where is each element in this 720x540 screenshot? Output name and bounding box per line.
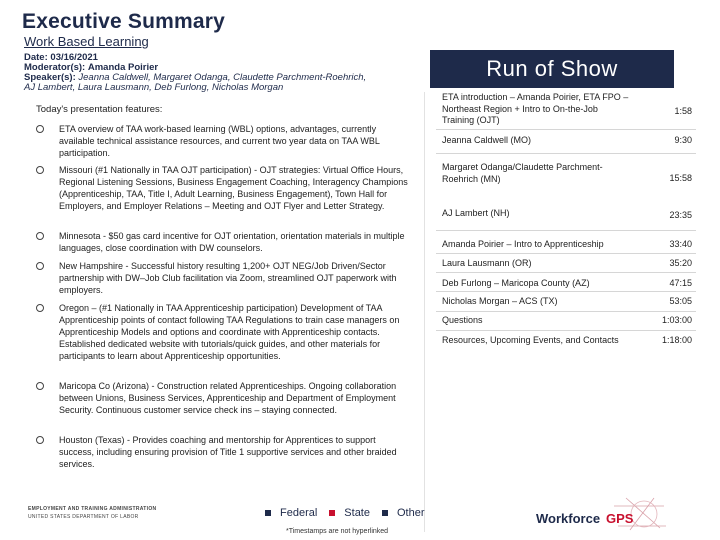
page-title: Executive Summary — [22, 10, 226, 33]
bullet-circle-icon — [36, 232, 44, 240]
legend-swatch-icon — [382, 510, 388, 516]
list-item — [36, 434, 412, 470]
feature-text: Houston (Texas) - Provides coaching and mentorship for Apprentices to support success, including ensuring provision of Title 1 supportive services and other braided services. — [59, 435, 397, 469]
row-time: 1:58 — [674, 106, 692, 116]
moderator-value: Amanda Poirier — [87, 62, 159, 73]
list-item — [36, 164, 412, 212]
legend-item-other — [382, 507, 425, 519]
row-label: Amanda Poirier – Intro to Apprenticeship — [442, 239, 604, 249]
row-time: 35:20 — [669, 258, 692, 268]
row-divider — [436, 311, 696, 312]
row-label: ETA introduction – Amanda Poirier, ETA FPO – Northeast Region + Intro to On-the-Job Training (OJT) — [442, 92, 629, 125]
row-time: 1:03:00 — [661, 315, 692, 325]
row-divider — [436, 291, 696, 292]
legend-label: State — [344, 507, 370, 519]
list-item — [36, 380, 412, 416]
speakers-line-2: AJ Lambert, Laura Lausmann, Deb Furlong, Nicholas Morgan — [24, 82, 284, 93]
date-label: Date: — [24, 52, 48, 63]
feature-text: Maricopa Co (Arizona) - Construction related Apprenticeships. Ongoing collaboration between Unions, Business Services, Apprenticeship and Department of Employment Security. Continuous customer service check ins – staying connected. — [59, 381, 397, 415]
list-item — [36, 260, 412, 296]
legend-label: Federal — [280, 507, 318, 519]
page-subtitle: Work Based Learning — [24, 34, 149, 49]
bullet-circle-icon — [36, 304, 44, 312]
row-divider — [436, 129, 696, 130]
features-intro: Today's presentation features: — [36, 104, 163, 115]
feature-text: New Hampshire - Successful history resulting 1,200+ OJT NEG/Job Driven/Sector partnership with DW–Job Club facilitation via Zoom, streamlined OJT paperwork with employers. — [59, 261, 397, 295]
logo-text-b: GPS — [606, 511, 634, 526]
row-time: 23:35 — [669, 210, 692, 220]
logo-text-a: Workforce — [536, 511, 601, 526]
list-item — [36, 302, 412, 362]
speakers-label: Speaker(s): — [24, 72, 76, 83]
row-label: Margaret Odanga/Claudette Parchment-Roehrich (MN) — [442, 162, 603, 184]
legend-label: Other — [396, 507, 425, 519]
row-time: 9:30 — [674, 135, 692, 145]
row-divider — [436, 230, 696, 231]
legend-swatch-icon — [265, 510, 271, 516]
feature-text: ETA overview of TAA work-based learning (WBL) options, advantages, currently available technical assistance resources, and current two year data on TAA WBL participation. — [59, 124, 380, 158]
dol-line-2: UNITED STATES DEPARTMENT OF LABOR — [28, 514, 139, 520]
workforcegps-logo-icon — [534, 496, 716, 536]
row-divider — [436, 253, 696, 254]
legend-item-state — [329, 507, 370, 519]
bullet-circle-icon — [36, 166, 44, 174]
row-divider — [436, 153, 696, 154]
workforcegps-logo — [534, 496, 716, 536]
bullet-circle-icon — [36, 436, 44, 444]
feature-text: Minnesota - $50 gas card incentive for OJT orientation, orientation materials in multiple languages, close coordination with DW counselors. — [59, 231, 405, 253]
column-divider — [424, 92, 425, 532]
moderator-label: Moderator(s): — [24, 62, 86, 73]
row-label: AJ Lambert (NH) — [442, 208, 510, 218]
row-label: Questions — [442, 315, 483, 325]
bullet-circle-icon — [36, 262, 44, 270]
dol-logo — [28, 506, 188, 520]
legend — [265, 507, 437, 519]
row-divider — [436, 330, 696, 331]
legend-swatch-icon — [329, 510, 335, 516]
dol-line-1: EMPLOYMENT AND TRAINING ADMINISTRATION — [28, 506, 157, 512]
timestamp-note: *Timestamps are not hyperlinked — [286, 528, 389, 535]
feature-text: Missouri (#1 Nationally in TAA OJT participation) - OJT strategies: Virtual Office Hours, Regional Listening Sessions, Business Engagement Coaching, Interagency Champions (Apprenticeship, TAA, Title I, Adult Learning, Business Engagement), Town Hall for Employers, and Employer Relations – Meeting and OJT Flyer and Letter Strategy. — [59, 165, 408, 211]
list-item — [36, 123, 412, 159]
date-value: 03/16/2021 — [50, 52, 98, 63]
row-label: Jeanna Caldwell (MO) — [442, 135, 532, 145]
row-time: 1:18:00 — [661, 335, 692, 345]
row-time: 47:15 — [669, 278, 692, 288]
row-time: 33:40 — [669, 239, 692, 249]
bullet-circle-icon — [36, 382, 44, 390]
row-divider — [436, 272, 696, 273]
row-label: Nicholas Morgan – ACS (TX) — [442, 296, 558, 306]
legend-item-federal — [265, 507, 317, 519]
bullet-circle-icon — [36, 125, 44, 133]
speakers-value: Jeanna Caldwell, Margaret Odanga, Claudette Parchment-Roehrich, — [78, 72, 367, 83]
row-time: 53:05 — [669, 296, 692, 306]
run-of-show-banner: Run of Show — [430, 50, 674, 88]
row-label: Resources, Upcoming Events, and Contacts — [442, 335, 619, 345]
feature-text: Oregon – (#1 Nationally in TAA Apprenticeship participation) Development of TAA Apprenticeship points of contact following TAA Regulations to train case managers on Apprenticeship Models and options and coordinate with Apprenticeship contacts. Established dedicated website with tutorials/quick guides, and other materials for participants to learn about Apprenticeship opportunities. — [59, 303, 400, 361]
row-label: Laura Lausmann (OR) — [442, 258, 532, 268]
list-item — [36, 230, 412, 254]
row-time: 15:58 — [669, 173, 692, 183]
row-label: Deb Furlong – Maricopa County (AZ) — [442, 278, 590, 288]
